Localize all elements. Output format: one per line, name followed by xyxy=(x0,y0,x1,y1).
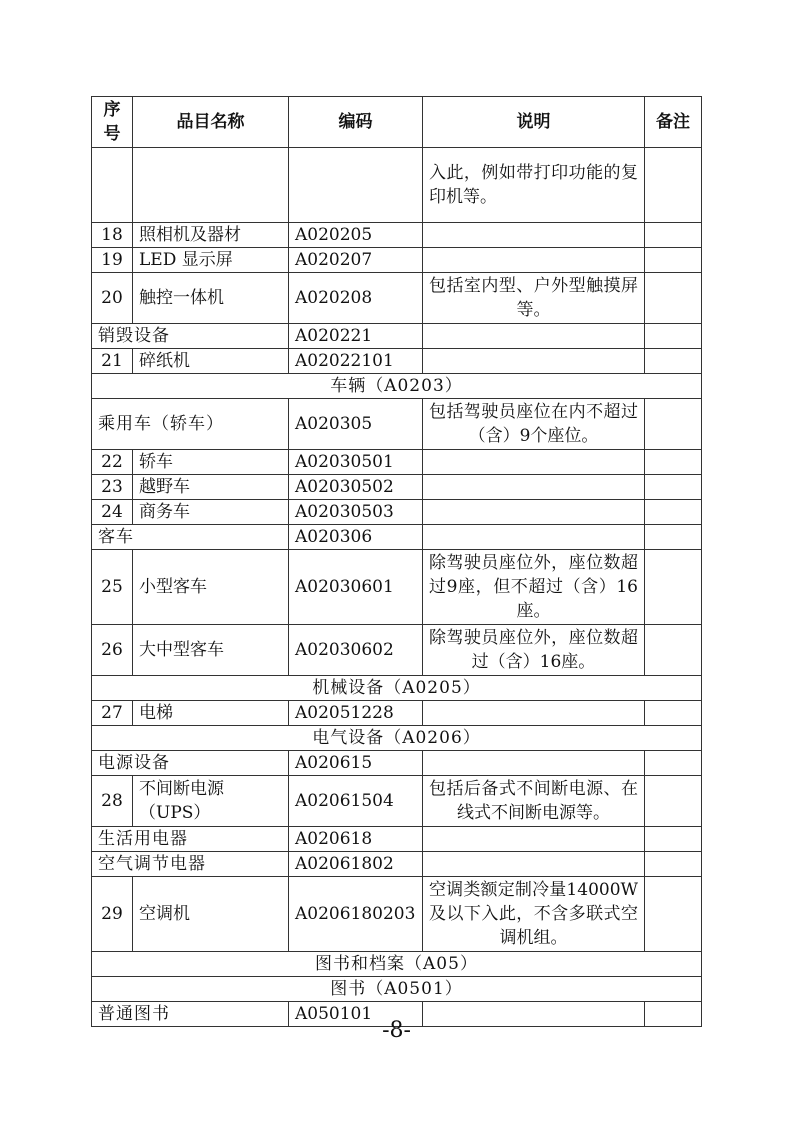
description-cell xyxy=(423,500,645,525)
header-serial-number: 序号 xyxy=(92,97,133,148)
remark-cell xyxy=(645,625,702,676)
serial-number-cell: 18 xyxy=(92,223,133,248)
code-cell: A02030601 xyxy=(289,550,423,625)
code-cell: A020208 xyxy=(289,273,423,324)
serial-number-cell: 28 xyxy=(92,776,133,827)
remark-cell xyxy=(645,273,702,324)
description-cell: 包括后备式不间断电源、在线式不间断电源等。 xyxy=(423,776,645,827)
group-name: 电源设备 xyxy=(92,751,289,776)
item-name-cell: 轿车 xyxy=(133,450,289,475)
item-name-cell: 碎纸机 xyxy=(133,349,289,374)
code-cell: A02051228 xyxy=(289,701,423,726)
item-name-cell: 不间断电源（UPS） xyxy=(133,776,289,827)
section-heading: 车辆（A0203） xyxy=(92,374,702,399)
description-cell xyxy=(423,324,645,349)
table-row xyxy=(92,877,702,952)
group-code: A050101 xyxy=(289,1002,423,1027)
table-row xyxy=(92,701,702,726)
group-code: A020306 xyxy=(289,525,423,550)
group-name: 空气调节电器 xyxy=(92,852,289,877)
code-cell: A02061504 xyxy=(289,776,423,827)
category-group-row xyxy=(92,852,702,877)
code-cell: A0206180203 xyxy=(289,877,423,952)
remark-cell xyxy=(645,751,702,776)
section-heading: 图书和档案（A05） xyxy=(92,952,702,977)
description-cell xyxy=(423,223,645,248)
group-code: A020618 xyxy=(289,827,423,852)
remark-cell xyxy=(645,701,702,726)
header-description: 说明 xyxy=(423,97,645,148)
section-heading-row xyxy=(92,374,702,399)
remark-cell xyxy=(645,148,702,223)
item-name-cell xyxy=(133,148,289,223)
serial-number-cell: 27 xyxy=(92,701,133,726)
item-name-cell: LED 显示屏 xyxy=(133,248,289,273)
serial-number-cell: 22 xyxy=(92,450,133,475)
serial-number-cell: 24 xyxy=(92,500,133,525)
description-cell xyxy=(423,450,645,475)
description-cell xyxy=(423,248,645,273)
table-row xyxy=(92,776,702,827)
description-cell: 除驾驶员座位外，座位数超过9座，但不超过（含）16座。 xyxy=(423,550,645,625)
table-row xyxy=(92,248,702,273)
remark-cell xyxy=(645,223,702,248)
item-name-cell: 电梯 xyxy=(133,701,289,726)
section-heading: 图书（A0501） xyxy=(92,977,702,1002)
section-heading-row xyxy=(92,676,702,701)
table-row xyxy=(92,625,702,676)
description-cell xyxy=(423,751,645,776)
remark-cell xyxy=(645,324,702,349)
category-group-row xyxy=(92,324,702,349)
remark-cell xyxy=(645,827,702,852)
section-heading-row xyxy=(92,726,702,751)
serial-number-cell: 26 xyxy=(92,625,133,676)
description-cell xyxy=(423,701,645,726)
description-cell xyxy=(423,852,645,877)
description-cell xyxy=(423,349,645,374)
group-name: 客车 xyxy=(92,525,289,550)
header-code: 编码 xyxy=(289,97,423,148)
remark-cell xyxy=(645,877,702,952)
serial-number-cell: 20 xyxy=(92,273,133,324)
serial-number-cell: 25 xyxy=(92,550,133,625)
item-name-cell: 小型客车 xyxy=(133,550,289,625)
description-cell: 空调类额定制冷量14000W及以下入此，不含多联式空调机组。 xyxy=(423,877,645,952)
remark-cell xyxy=(645,475,702,500)
table-row xyxy=(92,500,702,525)
description-cell xyxy=(423,525,645,550)
category-group-row xyxy=(92,525,702,550)
group-code: A020615 xyxy=(289,751,423,776)
group-code: A020221 xyxy=(289,324,423,349)
group-code: A02061802 xyxy=(289,852,423,877)
code-cell: A02030502 xyxy=(289,475,423,500)
remark-cell xyxy=(645,776,702,827)
item-name-cell: 商务车 xyxy=(133,500,289,525)
table-row xyxy=(92,349,702,374)
code-cell: A020207 xyxy=(289,248,423,273)
item-name-cell: 触控一体机 xyxy=(133,273,289,324)
category-group-row xyxy=(92,827,702,852)
code-cell: A02030503 xyxy=(289,500,423,525)
remark-cell xyxy=(645,500,702,525)
table-row xyxy=(92,550,702,625)
procurement-catalog-table xyxy=(91,96,702,1027)
section-heading-row xyxy=(92,977,702,1002)
item-name-cell: 大中型客车 xyxy=(133,625,289,676)
description-cell: 包括驾驶员座位在内不超过（含）9个座位。 xyxy=(423,399,645,450)
description-cell: 除驾驶员座位外，座位数超过（含）16座。 xyxy=(423,625,645,676)
code-cell xyxy=(289,148,423,223)
table-body xyxy=(92,148,702,1027)
group-name: 生活用电器 xyxy=(92,827,289,852)
section-heading: 电气设备（A0206） xyxy=(92,726,702,751)
remark-cell xyxy=(645,349,702,374)
page-number: -8- xyxy=(382,1018,411,1043)
code-cell: A02030602 xyxy=(289,625,423,676)
remark-cell xyxy=(645,852,702,877)
group-code: A020305 xyxy=(289,399,423,450)
remark-cell xyxy=(645,450,702,475)
item-name-cell: 照相机及器材 xyxy=(133,223,289,248)
header-item-name: 品目名称 xyxy=(133,97,289,148)
group-name: 普通图书 xyxy=(92,1002,289,1027)
remark-cell xyxy=(645,399,702,450)
item-name-cell: 越野车 xyxy=(133,475,289,500)
description-cell: 包括室内型、户外型触摸屏等。 xyxy=(423,273,645,324)
description-cell xyxy=(423,475,645,500)
remark-cell xyxy=(645,550,702,625)
table-row xyxy=(92,475,702,500)
group-name: 乘用车（轿车） xyxy=(92,399,289,450)
code-cell: A02030501 xyxy=(289,450,423,475)
serial-number-cell xyxy=(92,148,133,223)
serial-number-cell: 21 xyxy=(92,349,133,374)
table-row xyxy=(92,223,702,248)
description-cell xyxy=(423,827,645,852)
table-row xyxy=(92,450,702,475)
header-remark: 备注 xyxy=(645,97,702,148)
section-heading-row xyxy=(92,952,702,977)
serial-number-cell: 29 xyxy=(92,877,133,952)
section-heading: 机械设备（A0205） xyxy=(92,676,702,701)
serial-number-cell: 19 xyxy=(92,248,133,273)
code-cell: A02022101 xyxy=(289,349,423,374)
remark-cell xyxy=(645,248,702,273)
table-header-row xyxy=(92,97,702,148)
group-name: 销毁设备 xyxy=(92,324,289,349)
code-cell: A020205 xyxy=(289,223,423,248)
serial-number-cell: 23 xyxy=(92,475,133,500)
category-group-row xyxy=(92,751,702,776)
table-row xyxy=(92,273,702,324)
item-name-cell: 空调机 xyxy=(133,877,289,952)
category-group-row xyxy=(92,399,702,450)
remark-cell xyxy=(645,525,702,550)
description-cell: 入此，例如带打印功能的复印机等。 xyxy=(423,148,645,223)
continuation-row xyxy=(92,148,702,223)
